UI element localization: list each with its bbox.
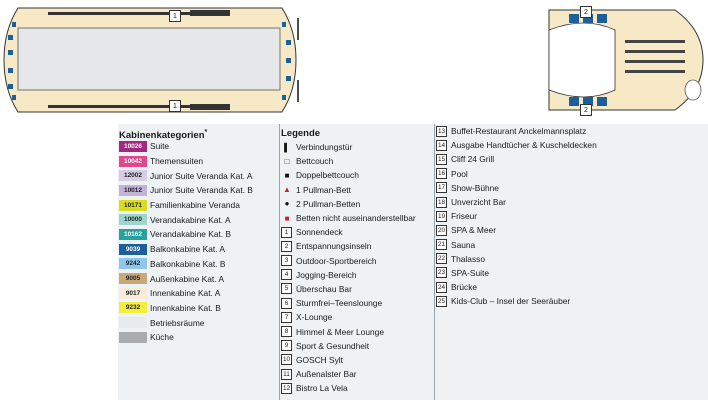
legend-symbol-row	[281, 140, 433, 154]
category-label: Junior Suite Veranda Kat. A	[150, 170, 253, 181]
area-number-badge: 22	[437, 255, 446, 263]
area-row	[281, 353, 433, 367]
area-label: Friseur	[451, 211, 478, 222]
category-swatch: 9017	[119, 288, 147, 299]
area-label: Unverzicht Bar	[451, 197, 506, 208]
area-label: Sport & Gesundheit	[296, 340, 370, 351]
category-row	[119, 286, 277, 301]
legend-symbol-row	[281, 197, 433, 211]
area-number-badge: 19	[437, 212, 446, 220]
category-label: Innenkabine Kat. A	[150, 288, 221, 299]
area-label: Ausgabe Handtücher & Kuscheldecken	[451, 140, 597, 151]
cabin-categories-panel	[119, 126, 277, 345]
area-number-badge: 15	[437, 155, 446, 163]
category-row	[119, 271, 277, 286]
category-row	[119, 168, 277, 183]
area-number-badge: 4	[281, 269, 292, 280]
area-number-badge: 12	[282, 384, 291, 392]
area-label: SPA & Meer	[451, 225, 496, 236]
category-swatch: 10171	[119, 200, 147, 211]
connecting-door-icon: ▌	[284, 142, 290, 152]
area-label: Buffet-Restaurant Anckelmannsplatz	[451, 126, 587, 137]
legend-symbol-row	[281, 154, 433, 168]
cabin-categories-title: Kabinenkategorien*	[119, 129, 208, 142]
category-label: Balkonkabine Kat. A	[150, 244, 225, 255]
area-label: Sauna	[451, 239, 476, 250]
deck-plan-right	[545, 0, 705, 120]
area-label: Himmel & Meer Lounge	[296, 326, 384, 337]
category-row	[119, 257, 277, 272]
area-row	[436, 167, 632, 181]
area-label: SPA-Suite	[451, 267, 490, 278]
area-number-badge: 21	[437, 241, 446, 249]
category-label: Außenkabine Kat. A	[150, 273, 225, 284]
area-row	[436, 223, 632, 237]
area-number-badge: 17	[437, 184, 446, 192]
area-label: Entspannungsinseln	[296, 241, 372, 252]
deck-plan-area	[0, 0, 708, 124]
legend-symbol-label: Bettcouch	[296, 156, 334, 167]
area-number-badge: 7	[281, 312, 292, 323]
category-row	[119, 154, 277, 169]
area-number-badge: 18	[437, 198, 446, 206]
category-row	[119, 227, 277, 242]
area-row	[281, 381, 433, 395]
area-row	[436, 195, 632, 209]
category-swatch: 12002	[119, 170, 147, 181]
category-row	[119, 198, 277, 213]
area-label: Außenalster Bar	[296, 369, 357, 380]
category-swatch: 10026	[119, 141, 147, 152]
category-label: Küche	[150, 332, 174, 343]
two-pullman-beds-icon: ●	[284, 199, 290, 209]
area-row	[436, 152, 632, 166]
area-label: GOSCH Sylt	[296, 354, 343, 365]
category-label: Familienkabine Veranda	[150, 200, 240, 211]
area-row	[281, 239, 433, 253]
category-label: Suite	[150, 141, 170, 152]
area-number-badge: 25	[437, 297, 446, 305]
category-label: Innenkabine Kat. B	[150, 302, 221, 313]
legend-symbol-row	[281, 168, 433, 182]
legend-symbol-row	[281, 183, 433, 197]
area-number-badge: 2	[281, 241, 292, 252]
legend-symbol-label: Betten nicht auseinanderstellbar	[296, 213, 416, 224]
area-label: Cliff 24 Grill	[451, 154, 495, 165]
area-number-badge: 24	[437, 283, 446, 291]
category-label: Betriebsräume	[150, 317, 205, 328]
area-row	[281, 282, 433, 296]
category-swatch: 10042	[119, 156, 147, 167]
area-label: Thalasso	[451, 253, 485, 264]
category-label: Balkonkabine Kat. B	[150, 258, 226, 269]
category-swatch: 10000	[119, 214, 147, 225]
category-label: Themensuiten	[150, 156, 204, 167]
area-number-badge: 10	[282, 356, 291, 364]
area-number-badge: 20	[437, 226, 446, 234]
area-number-badge: 23	[437, 269, 446, 277]
area-row	[436, 294, 632, 308]
area-row	[436, 181, 632, 195]
area-number-badge: 8	[281, 326, 292, 337]
area-row	[281, 339, 433, 353]
category-swatch: 9005	[119, 273, 147, 284]
area-row	[281, 254, 433, 268]
area-number-badge: 5	[281, 283, 292, 294]
category-swatch: 9039	[119, 244, 147, 255]
area-row	[281, 324, 433, 338]
category-label: Verandakabine Kat. B	[150, 229, 232, 240]
area-row	[281, 310, 433, 324]
legend-title: Legende	[281, 128, 321, 139]
deck-marker-left-bottom: 1	[169, 100, 181, 112]
area-number-badge: 11	[281, 369, 292, 380]
area-label: Sturmfrei–Teenslounge	[296, 298, 383, 309]
area-row	[281, 296, 433, 310]
area-label: Überschau Bar	[296, 283, 352, 294]
area-number-badge: 13	[437, 127, 446, 135]
category-swatch: 9242	[119, 258, 147, 269]
area-number-badge: 16	[437, 170, 446, 178]
legend-symbol-label: Doppelbettcouch	[296, 170, 359, 181]
category-row	[119, 183, 277, 198]
deck-marker-right-top: 2	[580, 6, 592, 18]
double-sofa-bed-icon: ■	[284, 170, 290, 180]
legend-symbol-label: 2 Pullman-Betten	[296, 198, 361, 209]
legend-divider	[279, 124, 280, 400]
category-row	[119, 139, 277, 154]
legend-panel	[281, 127, 433, 395]
area-row	[436, 138, 632, 152]
area-label: Jogging-Bereich	[296, 269, 357, 280]
area-label: Show-Bühne	[451, 182, 499, 193]
deck-marker-left-top: 1	[169, 10, 181, 22]
area-row	[436, 124, 632, 138]
area-number-badge: 1	[281, 227, 292, 238]
area-label: Bistro La Vela	[296, 383, 348, 394]
category-swatch: 9232	[119, 302, 147, 313]
area-label: X-Lounge	[296, 312, 333, 323]
category-swatch: 10162	[119, 229, 147, 240]
area-row	[436, 238, 632, 252]
area-label: Outdoor-Sportbereich	[296, 255, 377, 266]
category-row	[119, 330, 277, 345]
category-swatch	[119, 317, 147, 328]
category-label: Verandakabine Kat. A	[150, 214, 231, 225]
area-number-badge: 3	[281, 255, 292, 266]
area-row	[281, 367, 433, 381]
category-row	[119, 301, 277, 316]
category-label: Junior Suite Veranda Kat. B	[150, 185, 253, 196]
legend-divider	[434, 124, 435, 400]
area-label: Sonnendeck	[296, 227, 343, 238]
areas-panel	[436, 124, 632, 308]
category-row	[119, 315, 277, 330]
deck-plan-left	[0, 0, 300, 120]
deck-marker-right-bottom: 2	[580, 104, 592, 116]
legend-symbol-label: Verbindungstür	[296, 142, 353, 153]
category-swatch	[119, 332, 147, 343]
beds-not-separable-icon: ■	[284, 213, 290, 223]
sofa-bed-icon: □	[284, 156, 290, 166]
area-row	[436, 266, 632, 280]
category-row	[119, 242, 277, 257]
legend-symbol-row	[281, 211, 433, 225]
area-label: Pool	[451, 168, 468, 179]
legend-symbol-label: 1 Pullman-Bett	[296, 184, 351, 195]
area-label: Kids-Club – Insel der Seeräuber	[451, 296, 571, 307]
category-swatch: 10012	[119, 185, 147, 196]
area-number-badge: 6	[281, 298, 292, 309]
area-number-badge: 9	[281, 340, 292, 351]
area-row	[436, 209, 632, 223]
area-row	[281, 268, 433, 282]
area-number-badge: 14	[437, 141, 446, 149]
area-row	[436, 252, 632, 266]
area-row	[281, 225, 433, 239]
pullman-bed-icon: ▲	[283, 185, 291, 195]
area-label: Brücke	[451, 282, 478, 293]
category-row	[119, 212, 277, 227]
area-row	[436, 280, 632, 294]
